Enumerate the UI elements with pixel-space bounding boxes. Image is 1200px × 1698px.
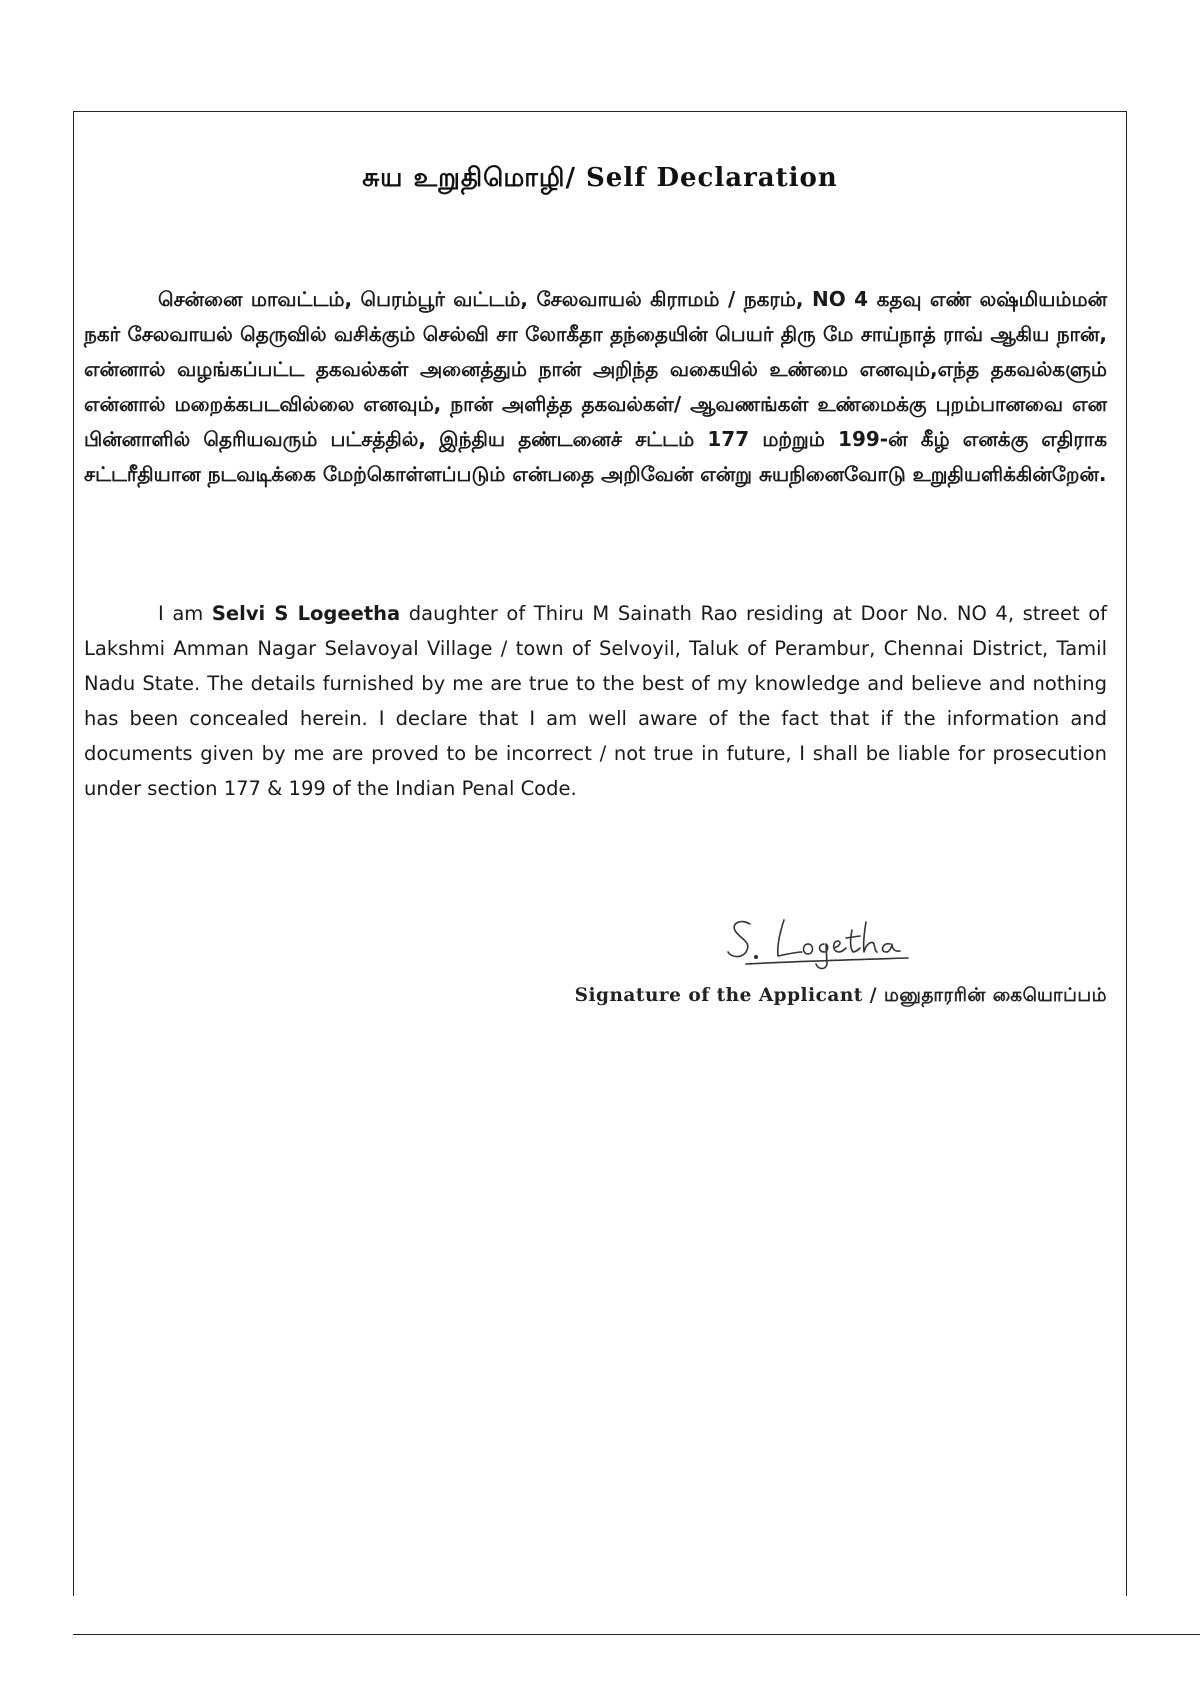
english-text-part1: I am xyxy=(158,602,212,625)
english-declaration-paragraph xyxy=(84,596,1107,806)
signature-caption: Signature of the Applicant / மனுதாரரின் கையொப்பம் xyxy=(574,985,1107,1006)
english-text-part2: daughter of Thiru M Sainath Rao residing at Door No. NO 4, street of Lakshmi Amman Nagar Selavoyal Village / town of Selvoyil, Taluk of Perambur, Chennai District, Tamil Nadu State. The details furnished by me are true to the best of my knowledge and believe and nothing has been concealed herein. I declare that I am well aware of the fact that if the information and documents given by me are proved to be incorrect / not true in future, I shall be liable for prosecution under section 177 & 199 of the Indian Penal Code. xyxy=(84,602,1108,800)
page-title: சுய உறுதிமொழி/ Self Declaration xyxy=(362,163,838,193)
tamil-text-part2: தந்தையின் பெயர் திரு மே சாய்நாத் ராவ் ஆகிய நான், என்னால் வழங்கப்பட்ட தகவல்கள் அனைத்தும் நான் அறிந்த வகையில் உண்மை எனவும்,எந்த தகவல்களும் என்னால் மறைக்கபடவில்லை எனவும், நான் அளித்த தகவல்கள்/ ஆவணங்கள் உண்மைக்கு புறம்பானவை என பின்னாளில் தெரியவரும் பட்சத்தில், இந்திய தண்டனைச் சட்டம் 177 மற்றும் 199-ன் கீழ் எனக்கு எதிராக சட்டரீதியான நடவடிக்கை மேற்கொள்ளப்படும் என்பதை அறிவேன் என்று சுயநினைவோடு உறுதியளிக்கின்றேன். xyxy=(84,322,1107,486)
tamil-declaration-paragraph xyxy=(84,282,1107,492)
tamil-text-part1: சென்னை மாவட்டம், பெரம்பூர் வட்டம், சேலவாயல் கிராமம் / நகரம், NO 4 கதவு எண் லஷ்மியம்மன் நகர் சேலவாயல் தெருவில் வசிக்கும் xyxy=(84,287,1107,346)
bottom-rule xyxy=(73,1634,1200,1635)
handwritten-signature xyxy=(722,902,922,972)
english-applicant-name: Selvi S Logeetha xyxy=(211,602,401,625)
tamil-applicant-name: செல்வி சா லோகீதா xyxy=(422,322,603,346)
